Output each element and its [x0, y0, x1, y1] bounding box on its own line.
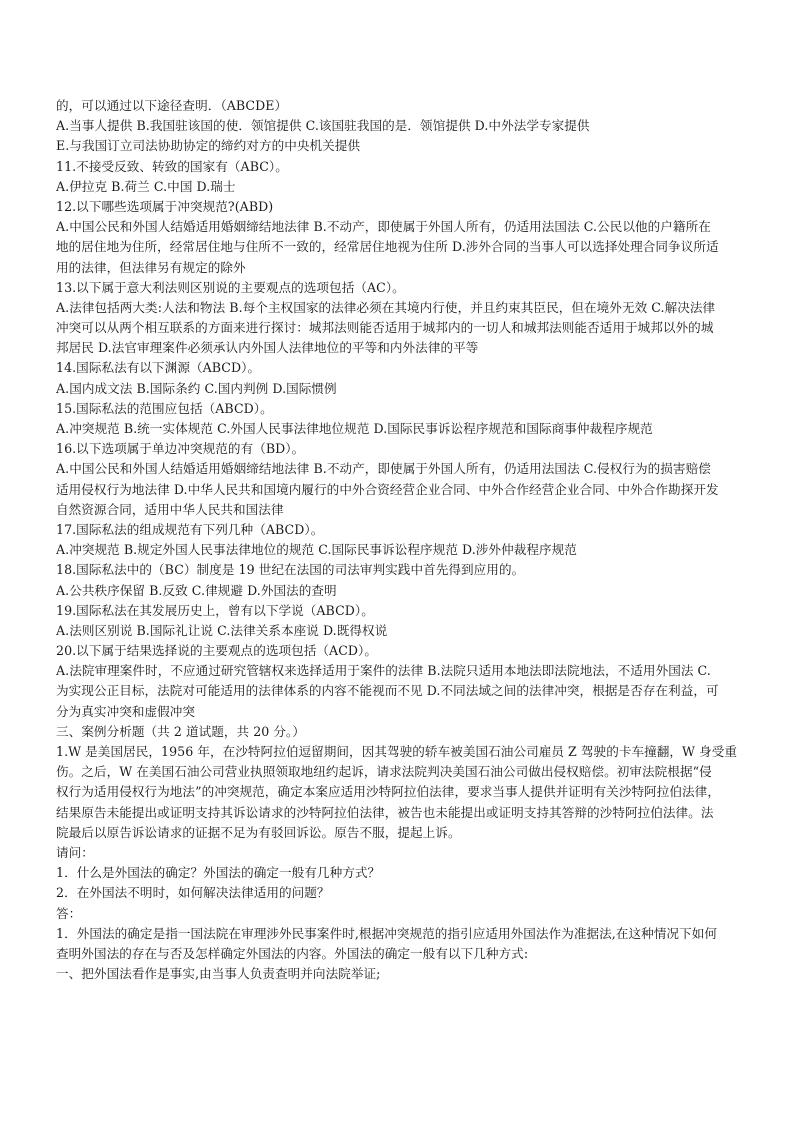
- question-18: 18.国际私法中的（BC）制度是 19 世纪在法国的司法审判实践中首先得到应用的。: [56, 562, 525, 578]
- text-line: 地的居住地为住所，经常居住地与住所不一致的，经常居住地视为住所 D.涉外合同的当事人可以选择处理合同争议所适: [56, 239, 719, 255]
- text-line: A.中国公民和外国人结婚适用婚姻缔结地法律 B.不动产，即使属于外国人所有，仍适用法国法 C.侵权行为的损害赔偿: [56, 461, 711, 477]
- text-line: 用的法律，但法律另有规定的除外: [56, 259, 246, 275]
- section-heading: 三、案例分析题（共 2 道试题，共 20 分。）: [56, 723, 306, 739]
- question-17: 17.国际私法的组成规范有下列几种（ABCD）。: [56, 521, 324, 537]
- document-page: [56, 96, 794, 984]
- question-13: 13.以下属于意大利法则区别说的主要观点的选项包括（AC）。: [56, 279, 405, 295]
- text-line: A.国内成文法 B.国际条约 C.国内判例 D.国际惯例: [56, 380, 337, 396]
- case-text: 权行为适用侵权行为地法”的冲突规范，确定本案应适用沙特阿拉伯法律，要求当事人提供并证明有关沙特阿拉伯法律，: [56, 784, 720, 800]
- text-line: 自然资源合同，适用中华人民共和国法律: [56, 501, 284, 517]
- text-line: 的，可以通过以下途径查明．（ABCDE）: [56, 98, 288, 113]
- question-label: 请问：: [56, 844, 94, 860]
- question-16: 16.以下选项属于单边冲突规范的有（BD）。: [56, 441, 305, 457]
- text-line: A.当事人提供 B.我国驻该国的使．领馆提供 C.该国驻我国的是．领馆提供 D.中外法学专家提供: [56, 118, 590, 134]
- text-line: A.中国公民和外国人结婚适用婚姻缔结地法律 B.不动产，即使属于外国人所有，仍适用法国法 C.公民以他的户籍所在: [56, 219, 711, 235]
- answer-text: 1．外国法的确定是指一国法院在审理涉外民事案件时,根据冲突规范的指引应适用外国法作为准据法,在这种情况下如何: [56, 925, 717, 941]
- answer-text: 查明外国法的存在与否及怎样确定外国法的内容。外国法的确定一般有以下几种方式:: [56, 945, 529, 961]
- text-line: E.与我国订立司法协助协定的缔约对方的中央机关提供: [56, 138, 361, 154]
- question-12: 12.以下哪些选项属于冲突规范?(ABD): [56, 198, 274, 214]
- text-line: 适用侵权行为地法律 D.中华人民共和国境内履行的中外合资经营企业合同、中外合作经营企业合同、中外合作勘探开发: [56, 481, 719, 497]
- answer-label: 答：: [56, 905, 82, 921]
- text-line: 分为真实冲突和虚假冲突: [56, 703, 196, 719]
- text-line: A.冲突规范 B.统一实体规范 C.外国人民事法律地位规范 D.国际民事诉讼程序规范和国际商事仲裁程序规范: [56, 421, 653, 436]
- text-line: 冲突可以从两个相互联系的方面来进行探讨：城邦法则能否适用于城邦内的一切人和城邦法则能否适用于城邦以外的城: [56, 320, 714, 336]
- text-line: A.公共秩序保留 B.反致 C.律规避 D.外国法的查明: [56, 582, 337, 598]
- case-text: 结果原告未能提出或证明支持其诉讼请求的沙特阿拉伯法律，被告也未能提出或证明支持其答辩的沙特阿拉伯法律。法: [56, 804, 714, 820]
- case-text: 伤。之后，W 在美国石油公司营业执照领取地纽约起诉，请求法院判决美国石油公司做出侵权赔偿。初审法院根据“侵: [56, 764, 712, 780]
- case-text: 院最后以原告诉讼请求的证据不足为有驳回诉讼。原告不服，提起上诉。: [56, 824, 461, 840]
- question-11: 11.不接受反致、转致的国家有（ABC）。: [56, 158, 288, 174]
- text-line: 邦居民 D.法官审理案件必须承认内外国人法律地位的平等和内外法律的平等: [56, 340, 479, 356]
- answer-text: 一、把外国法看作是事实,由当事人负责查明并向法院举证;: [56, 966, 381, 982]
- case-question-1: 1．什么是外国法的确定？外国法的确定一般有几种方式？: [56, 865, 381, 881]
- text-line: A.冲突规范 B.规定外国人民事法律地位的规范 C.国际民事诉讼程序规范 D.涉外仲裁程序规范: [56, 542, 577, 558]
- question-20: 20.以下属于结果选择说的主要观点的选项包括（ACD）。: [56, 643, 378, 659]
- case-text: 1.W 是美国居民，1956 年，在沙特阿拉伯逗留期间，因其驾驶的轿车被美国石油公司雇员 Z 驾驶的卡车撞翻，W 身受重: [56, 744, 738, 759]
- text-line: A.法院审理案件时，不应通过研究管辖权来选择适用于案件的法律 B.法院只适用本地法即法院地法，不适用外国法 C.: [56, 663, 711, 679]
- text-line: A.法则区别说 B.国际礼让说 C.法律关系本座说 D.既得权说: [56, 622, 388, 638]
- text-line: 为实现公正目标，法院对可能适用的法律体系的内容不能视而不见 D.不同法域之间的法律冲突，根据是否存在利益，可: [56, 683, 719, 699]
- question-15: 15.国际私法的范围应包括（ABCD）。: [56, 400, 273, 416]
- question-19: 19.国际私法在其发展历史上，曾有以下学说（ABCD）。: [56, 602, 374, 618]
- text-line: A.法律包括两大类:人法和物法 B.每个主权国家的法律必须在其境内行使，并且约束其臣民，但在境外无效 C.解决法律: [56, 299, 716, 315]
- text-line: A.伊拉克 B.荷兰 C.中国 D.瑞士: [56, 178, 236, 194]
- question-14: 14.国际私法有以下渊源（ABCD）。: [56, 360, 261, 376]
- case-question-2: 2．在外国法不明时，如何解决法律适用的问题？: [56, 885, 330, 901]
